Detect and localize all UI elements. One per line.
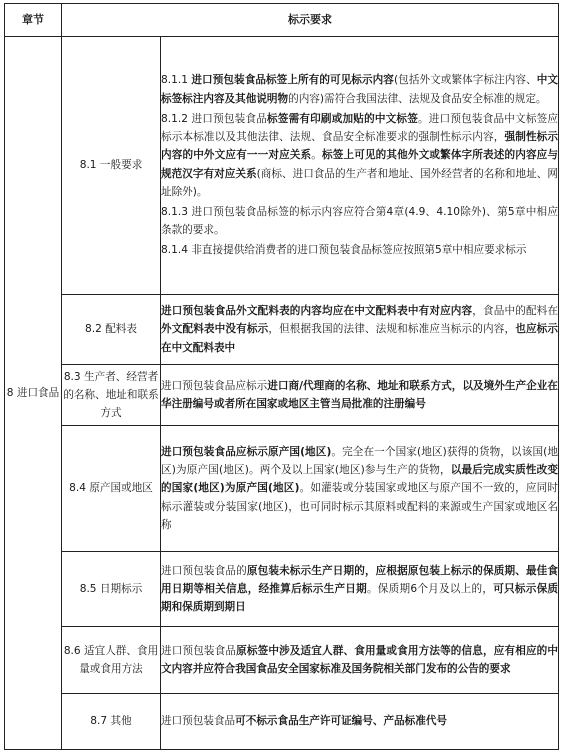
- emphasis-text: 原包装未标示生产日期的，应根据原包装上标示的保质期、最佳食用日期等相关信息，经推算后标示生产日期: [161, 564, 559, 595]
- requirement-paragraph: [161, 302, 558, 357]
- requirement-paragraph: [161, 71, 558, 107]
- body-text: 进口预包装食品应标示: [161, 379, 268, 392]
- emphasis-text: 进口商/代理商的名称、地址和联系方式，以及境外生产企业在华注册编号或者所在国家或地区主管当局批准的注册编号: [161, 379, 558, 410]
- emphasis-text: 标签上可见的其他外文或繁体字所表述的内容应与规范汉字有对应关系: [161, 149, 559, 180]
- body-text: 8.1.1: [161, 74, 192, 87]
- requirement-paragraph: [161, 642, 558, 678]
- section-cell: 8.6 适宜人群、食用量或食用方法: [62, 627, 161, 694]
- table-row: [5, 694, 559, 750]
- header-chapter: 章节: [5, 4, 62, 37]
- header-row: [5, 4, 559, 37]
- requirement-cell: [161, 694, 559, 750]
- section-cell: 8.3 生产者、经营者的名称、地址和联系方式: [62, 365, 161, 426]
- emphasis-text: 原标签中涉及适宜人群、食用量或食用方法等的信息，应有相应的中文内容并应符合我国食品安全国家标准及国务院相关部门发布的公告的要求: [161, 644, 559, 675]
- table-row: [5, 37, 559, 295]
- body-text: 。进口预包装食品中文标签应标示本标准以及其他法律、法规、食品安全标准要求的强制性标示内容，: [161, 112, 559, 144]
- chapter-cell: 8 进口食品: [5, 37, 62, 750]
- emphasis-text: 可只标示保质期和保质期到期日: [161, 582, 558, 614]
- body-text: 。保质期6个月及以上的，: [366, 582, 494, 595]
- table-row: [5, 295, 559, 365]
- requirement-paragraph: [161, 110, 558, 201]
- section-cell: 8.4 原产国或地区: [62, 426, 161, 552]
- body-text: 8.1.4 非直接提供给消费者的进口预包装食品标签应按照第5章中相应要求标示: [161, 244, 527, 257]
- label-requirements-table: [4, 3, 559, 750]
- requirement-paragraph: [161, 241, 558, 259]
- emphasis-text: 以最后完成实质性改变的国家(地区)为原产国(地区): [161, 464, 558, 495]
- body-text: 。完全在一个国家(地区)获得的货物，以该国(地区)为原产国(地区)。两个及以上国家(地区)参与生产的货物，: [161, 445, 558, 477]
- requirement-paragraph: [161, 443, 558, 534]
- requirement-cell: [161, 552, 559, 627]
- requirement-cell: [161, 627, 559, 694]
- body-text: 。如灌装或分装国家或地区与原产国不一致的，应同时标示灌装或分装国家(地区)，也可同时标示其原料或配料的来源或生产国家或地区名称: [161, 482, 558, 531]
- body-text: 进口预包装食品: [161, 644, 237, 657]
- table-row: [5, 627, 559, 694]
- emphasis-text: 也应标示在中文配料表中: [161, 323, 559, 354]
- body-text: (包括外文或繁体字标注内容、: [393, 74, 537, 87]
- table-row: [5, 426, 559, 552]
- requirement-paragraph: [161, 203, 558, 239]
- body-text: 进口预包装食品: [161, 715, 236, 728]
- section-cell: 8.7 其他: [62, 694, 161, 750]
- requirement-paragraph: [161, 377, 558, 413]
- body-text: 8.1.3 进口预包装食品标签的标示内容应符合第4章(4.9、4.10除外)、第5章中相应条款的要求。: [161, 205, 558, 237]
- body-text: 8.1.2 进口预包装食品: [161, 112, 268, 125]
- requirement-cell: [161, 426, 559, 552]
- body-text: (商标、进口食品的生产者和地址、国外经营者的名称和地址、网址除外)。: [161, 167, 558, 198]
- emphasis-text: 强制性标示内容的中外文应有一一对应关系: [161, 131, 559, 162]
- requirement-paragraph: [161, 712, 558, 730]
- requirement-paragraph: [161, 562, 558, 617]
- emphasis-text: 进口预包装食品应标示原产国(地区): [161, 445, 332, 458]
- table-body: [5, 4, 559, 750]
- body-text: 。: [311, 149, 323, 162]
- table-row: [5, 365, 559, 426]
- body-text: ，食品中的配料在: [472, 305, 559, 318]
- body-text: 进口预包装食品的: [161, 564, 247, 577]
- body-text: ，但根据我国的法律、法规和标准应当标示的内容，: [268, 323, 516, 336]
- emphasis-text: 可不标示食品生产许可证编号、产品标准代号: [235, 715, 448, 728]
- requirement-cell: [161, 295, 559, 365]
- emphasis-text: 进口预包装食品标签上所有的可见标示内容: [191, 74, 394, 87]
- emphasis-text: 外文配料表中没有标示: [161, 323, 269, 336]
- emphasis-text: 标签需有印刷或加贴的中文标签: [267, 112, 418, 125]
- section-cell: 8.1 一般要求: [62, 37, 161, 295]
- body-text: 的内容)需符合我国法律、法规及食品安全标准的规定。: [288, 92, 547, 105]
- emphasis-text: 中文标签标注内容及其他说明物: [161, 74, 559, 105]
- requirement-cell: [161, 365, 559, 426]
- table-row: [5, 552, 559, 627]
- section-cell: 8.5 日期标示: [62, 552, 161, 627]
- emphasis-text: 进口预包装食品外文配料表的内容均应在中文配料表中有对应内容: [161, 305, 473, 318]
- section-cell: 8.2 配料表: [62, 295, 161, 365]
- requirement-cell: [161, 37, 559, 295]
- header-requirements: 标示要求: [62, 4, 559, 37]
